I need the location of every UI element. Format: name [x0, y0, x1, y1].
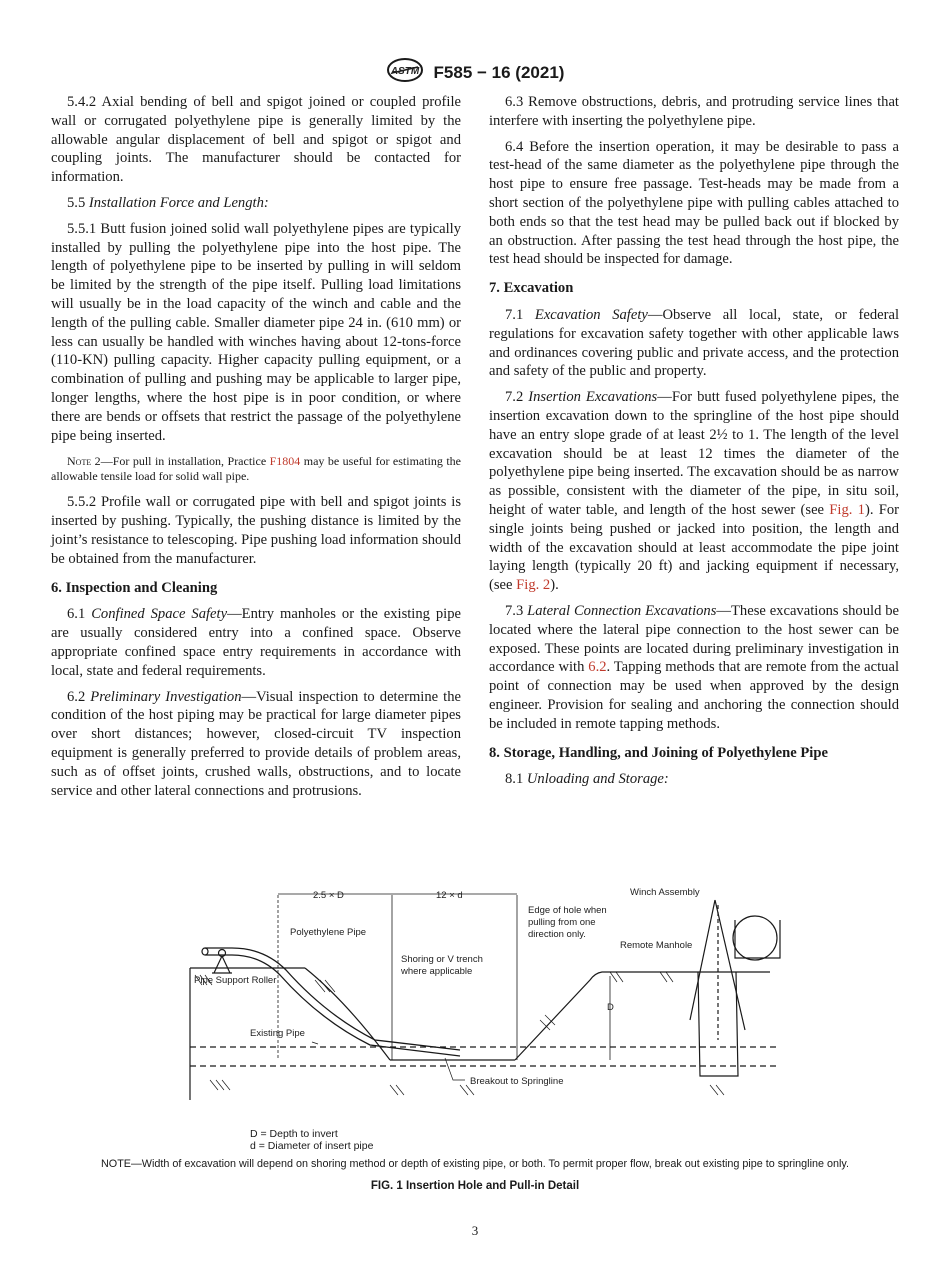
- para-7-2: 7.2 Insertion Excavations—For butt fused polyethylene pipes, the insertion excavation down to the springline of the host pipe should have an entry slope grade of at least 2½ to 1. The length of the level excavation should be at least 12 times the diameter of the polyethylene pipe being inserted. The excavation should be as narrow as possible, consistent with the diameter of the pipe, in situ soil, height of water table, and length of the host sewer (see Fig. 1). For single joints being pushed or jacked into position, the length and width of the excavation should at least accommodate the pipe joint laying length (typically 20 ft) and jacking equipment if necessary, (see Fig. 2).: [489, 389, 900, 594]
- label-winch-assembly: Winch Assembly: [630, 887, 700, 898]
- para-6-4: 6.4 Before the insertion operation, it may be desirable to pass a test-head of the same diameter as the polyethylene pipe through the host pipe to ensure free passage. Test-heads may be made from a short section of the polyethylene pipe with pulling cables attached to both ends so that the test head may be pulled back out if blocked by an obstruction. After passing the test head through the host pipe, the test head should be inspected for damage.: [489, 138, 899, 268]
- heading-section-6: 6. Inspection and Cleaning: [51, 579, 218, 596]
- label-d: D: [607, 1002, 614, 1013]
- heading-section-8: 8. Storage, Handling, and Joining of Polyethylene Pipe: [489, 744, 828, 761]
- heading-section-7: 7. Excavation: [489, 280, 574, 297]
- logo-text: ASTM: [390, 66, 419, 77]
- link-fig-1[interactable]: Fig. 1: [829, 501, 865, 518]
- link-fig-2[interactable]: Fig. 2: [516, 577, 551, 594]
- insertion-hole-diagram: [170, 880, 790, 1140]
- para-7-1: 7.1 Excavation Safety—Observe all local, state, or federal regulations for excavation safety together with other applicable laws and ordinances covering public and private access, and the protection and safety of the public and property.: [489, 306, 900, 380]
- para-5-4-2: 5.4.2 Axial bending of bell and spigot joined or coupled profile wall or corrugated polyethylene pipe is generally limited by the allowable angular displacement of bell and spigot or spigot and coupling joints. The manufacturer should be contacted for information.: [51, 94, 461, 186]
- legend-diameter: d = Diameter of insert pipe: [250, 1140, 374, 1152]
- label-remote-manhole: Remote Manhole: [620, 940, 693, 951]
- legend-depth: D = Depth to invert: [250, 1128, 338, 1140]
- right-column: [489, 93, 899, 789]
- link-f1804[interactable]: F1804: [269, 454, 301, 469]
- figure-legend: [250, 1128, 373, 1152]
- label-shoring-1: Shoring or V trench: [401, 954, 483, 965]
- label-polyethylene-pipe: Polyethylene Pipe: [290, 927, 367, 938]
- section-5-5: 5.5 Installation Force and Length:: [67, 194, 269, 211]
- para-8-1: 8.1 Unloading and Storage:: [505, 771, 669, 788]
- label-edge-2: pulling from one: [528, 917, 596, 928]
- para-6-3: 6.3 Remove obstructions, debris, and protruding service lines that interfere with inserting the polyethylene pipe.: [489, 94, 899, 129]
- para-5-5-1: 5.5.1 Butt fusion joined solid wall polyethylene pipes are typically installed by pulling the polyethylene pipe into the host pipe. The length of polyethylene pipe to be inserted by pulling in will seldom be limited by the strength of the pipe itself. Pulling load limitations will usually be in the load capacity of the winch and cable and the length of the pulling cable. Smaller diameter pipe 24 in. (610 mm) or less can usually be handled with winches having about 12-tons-force (110-KN) pulling capacity. Higher capacity pulling equipment, or a combination of pulling and pushing may be applicable to larger pipe, longer lengths, where the host pipe is in poor condition, or where there are bends or offsets that restrict the passage of the polyethylene pipe being inserted.: [51, 220, 461, 444]
- note-2: Note 2—For pull in installation, Practice F1804 may be useful for estimating the allowable tensile load for solid wall pipe.: [51, 454, 462, 484]
- para-6-1: 6.1 Confined Space Safety—Entry manholes or the existing pipe are usually considered entry into a confined space. Observe appropriate confined space entry requirements in accordance with local, state and federal requirements.: [51, 606, 462, 679]
- label-edge-3: direction only.: [528, 929, 586, 940]
- document-id: F585 − 16 (2021): [433, 62, 565, 82]
- label-pipe-support-roller: Pipe Support Roller: [194, 975, 277, 986]
- astm-logo-icon: [386, 57, 424, 88]
- para-5-5-2: 5.5.2 Profile wall or corrugated pipe with bell and spigot joints is inserted by pushing. Typically, the pushing distance is limited by the joint’s resistance to telescoping. Pipe pushing load information should be obtained from the manufacturer.: [51, 494, 461, 567]
- label-existing-pipe: Existing Pipe: [250, 1028, 305, 1039]
- link-6-2[interactable]: 6.2: [588, 659, 607, 676]
- label-edge-1: Edge of hole when: [528, 905, 607, 916]
- para-6-2: 6.2 Preliminary Investigation—Visual inspection to determine the condition of the host piping may be practical for large diameter pipes over short distances; however, closed-circuit TV inspection equipment is generally preferred to provide details of problem areas, such as of offset joints, crushed walls, obstructions, and to locate service and other lateral connections and protrusions.: [51, 688, 461, 799]
- para-7-3: 7.3 Lateral Connection Excavations—These excavations should be located where the lateral pipe connection to the host sewer can be exposed. These points are located during preliminary investigation in accordance with 6.2. Tapping methods that are remote from the actual point of connection may be used when approved by the design engineer. Provision for sealing and anchoring the connection should be included in remote tapping methods.: [489, 602, 899, 732]
- page-header: [0, 57, 950, 88]
- label-shoring-2: where applicable: [401, 966, 473, 977]
- figure-note: NOTE—Width of excavation will depend on shoring method or depth of existing pipe, or both. To permit proper flow, break out existing pipe to springline only.: [101, 1158, 849, 1170]
- dim-2-5-d: 2.5 × D: [313, 890, 344, 901]
- figure-caption: FIG. 1 Insertion Hole and Pull-in Detail: [370, 1180, 580, 1192]
- label-breakout: Breakout to Springline: [470, 1076, 564, 1087]
- dim-12-d: 12 × d: [436, 890, 463, 901]
- left-column: [51, 93, 461, 807]
- page-number: 3: [471, 1223, 479, 1238]
